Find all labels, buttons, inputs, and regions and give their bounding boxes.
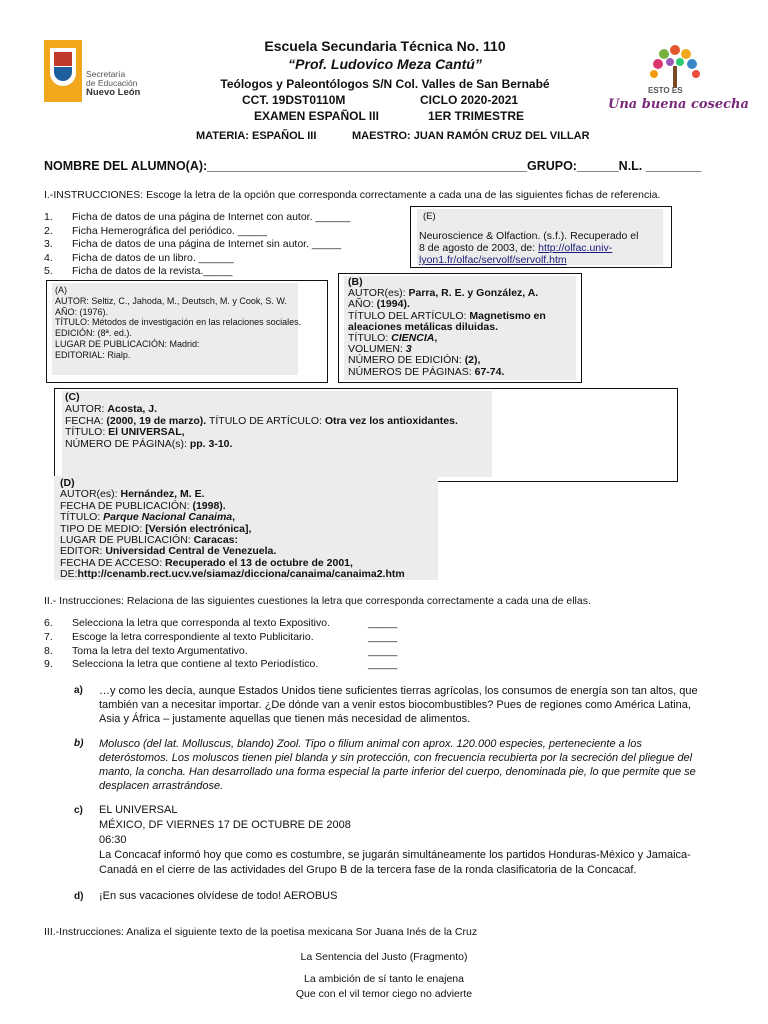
card-c-line: AUTOR: Acosta, J. [65,402,158,415]
card-e-link[interactable]: lyon1.fr/olfac/servolf/servolf.htm [419,254,567,266]
list-item: 6. Selecciona la letra que corresponda al texto Expositivo. _____ [44,617,398,629]
card-d-line: DE:http://cenamb.rect.ucv.ve/siamaz/dicciona/canaima/canaima2.htm [60,568,405,581]
card-b-line: NÚMERO DE EDICIÓN: (2), [348,354,481,367]
list-item: 8. Toma la letra del texto Argumentativo. _____ [44,644,398,657]
text-b: Molusco (del lat. Molluscus, blando) Zool. Tipo o filium animal con aprox. 120.000 especies, perteneciente a los deteróstomos. Los moluscos tienen piel blanda y sin protección, con frecuencia recubierta por la secreción del pliegue del manto, la concha. Han desarrollado una forma especial la parte inferior del cuerpo, denominada pie, lo que permite que se desplacen arrastrándose. [99,738,696,792]
card-a-line: AUTOR: Seltiz, C., Jahoda, M., Deutsch, M. y Cook, S. W. [55,295,287,306]
logo-text-secretaria: Secretaría [86,69,126,79]
card-e [410,206,672,268]
card-b-line: aleaciones metálicas diluidas. [348,320,498,333]
card-a-line: EDITORIAL: Rialp. [55,349,131,360]
card-a-line: LUGAR DE PUBLICACIÓN: Madrid: [55,338,200,349]
exam-title: EXAMEN ESPAÑOL III [254,109,379,123]
school-name: Escuela Secundaria Técnica No. 110 [264,38,506,54]
logo-una-buena-cosecha: Una buena cosecha [608,97,749,112]
logo-text-educacion: de Educación [86,78,138,88]
school-ciclo: CICLO 2020-2021 [420,93,519,107]
text-a-label: a) [74,685,83,696]
card-d-line: TÍTULO: Parque Nacional Canaima, [60,511,236,524]
list-item: 3. Ficha de datos de una página de Internet sin autor. _____ [44,238,342,250]
school-prof: “Prof. Ludovico Meza Cantú” [288,56,482,72]
list-item: 4. Ficha de datos de un libro. ______ [44,251,234,264]
list-item: 7. Escoge la letra correspondiente al texto Publicitario. _____ [44,630,398,643]
poem-verse: La ambición de sí tanto le enajena [304,973,464,985]
list-item: 9. Selecciona la letra que contiene al texto Periodístico. _____ [44,658,398,671]
student-name-line: NOMBRE DEL ALUMNO(A):______________________________________________GRUPO:______N.L. ________ [44,159,702,173]
materia: MATERIA: ESPAÑOL III [196,130,317,142]
card-e-letter: (E) [423,211,436,222]
section2-list [44,617,404,672]
card-b [338,273,582,383]
card-b-line: VOLUMEN: 3 [348,343,412,356]
section3-instructions: III.-Instrucciones: Analiza el siguiente texto de la poetisa mexicana Sor Juana Inés de la Cruz [44,926,478,938]
text-c: EL UNIVERSAL MÉXICO, DF VIERNES 17 DE OCTUBRE DE 2008 06:30 La Concacaf informó hoy que como es costumbre, se jugarán simultáneamente los partidos Honduras-México y Jamaica- Canadá en el cierre de las actividades del Grupo B de la tercera fase de la ronda clasificatoria de la Concacaf. [99,804,691,876]
text-a: …y como les decía, aunque Estados Unidos tiene suficientes tierras agrícolas, los consumos de energía son tan altos, que también van a necesitar importar. ¿De dónde van a venir estos biocombustibles? Pues de regiones como América Latina, Asia y África – justamente aquellas que tienen más necesidad de alimentos. [99,685,698,725]
section1-list [44,211,384,279]
text-d-label: d) [74,891,84,902]
shield-icon [44,40,82,102]
text-d: ¡En sus vacaciones olvídese de todo! AEROBUS [99,890,338,902]
exam-trimestre: 1ER TRIMESTRE [428,109,525,123]
logo-text-nuevo-leon: Nuevo León [86,87,141,98]
card-a [46,280,328,383]
logo-esto-es: ESTO ES [648,86,683,95]
card-b-line: TÍTULO DEL ARTÍCULO: Magnetismo en [348,309,546,322]
card-c [54,388,678,482]
poem-verse: Que con el vil temor ciego no advierte [295,988,473,1000]
school-cct: CCT. 19DST0110M [242,93,346,107]
card-d-line: LUGAR DE PUBLICACIÓN: Caracas: [60,534,238,547]
card-a-line: TÍTULO: Métodos de investigación en las relaciones sociales. [55,317,302,328]
card-a-line: AÑO: (1976). [55,306,109,317]
card-b-line: AUTOR(es): Parra, R. E. y González, A. [348,287,539,300]
secretaria-educacion-logo [44,40,144,102]
card-e-line1: Neuroscience & Olfaction. (s.f.). Recuperado el [419,230,639,242]
card-d [54,476,438,580]
card-b-line: AÑO: (1994). [348,298,410,311]
card-b-line: NÚMEROS DE PÁGINAS: 67-74. [348,365,505,378]
card-b-letter: (B) [348,276,363,288]
card-e-line2: 8 de agosto de 2003, de: http://olfac.univ- [419,242,613,254]
tree-icon [640,40,710,90]
card-d-line: FECHA DE PUBLICACIÓN: (1998). [60,499,226,512]
card-c-line: NÚMERO DE PÁGINA(s): pp. 3-10. [65,438,233,451]
section1-instructions: I.-INSTRUCCIONES: Escoge la letra de la opción que corresponda correctamente a cada una de las siguientes fichas de referencia. [44,189,661,201]
list-item: 1. Ficha de datos de una página de Internet con autor. ______ [44,211,351,223]
card-c-letter: (C) [65,391,80,403]
list-item: 5. Ficha de datos de la revista._____ [44,265,233,277]
card-d-line: TIPO DE MEDIO: [Versión electrónica], [60,522,252,535]
school-address: Teólogos y Paleontólogos S/N Col. Valles de San Bernabé [220,77,550,91]
card-d-line: FECHA DE ACCESO: Recuperado el 13 de octubre de 2001, [60,556,353,569]
section2-instructions: II.- Instrucciones: Relaciona de las siguientes cuestiones la letra que corresponda correctamente a cada una de ellas. [44,595,591,607]
card-a-letter: (A) [55,285,67,295]
card-d-line: AUTOR(es): Hernández, M. E. [60,488,205,501]
una-buena-cosecha-logo [606,40,756,115]
card-d-line: EDITOR: Universidad Central de Venezuela. [60,545,277,558]
list-item: 2. Ficha Hemerográfica del periódico. _____ [44,224,267,237]
maestro: MAESTRO: JUAN RAMÓN CRUZ DEL VILLAR [352,130,590,142]
text-b-label: b) [74,738,84,749]
card-c-line: FECHA: (2000, 19 de marzo). TÍTULO DE ARTÍCULO: Otra vez los antioxidantes. [65,414,458,427]
card-b-line: TÍTULO: CIENCIA, [348,332,438,345]
poem-title: La Sentencia del Justo (Fragmento) [300,951,468,963]
card-c-line: TÍTULO: El UNIVERSAL, [65,426,185,439]
text-c-label: c) [74,805,83,816]
card-d-letter: (D) [60,477,75,489]
card-a-line: EDICIÓN: (8ª. ed.). [55,328,132,339]
